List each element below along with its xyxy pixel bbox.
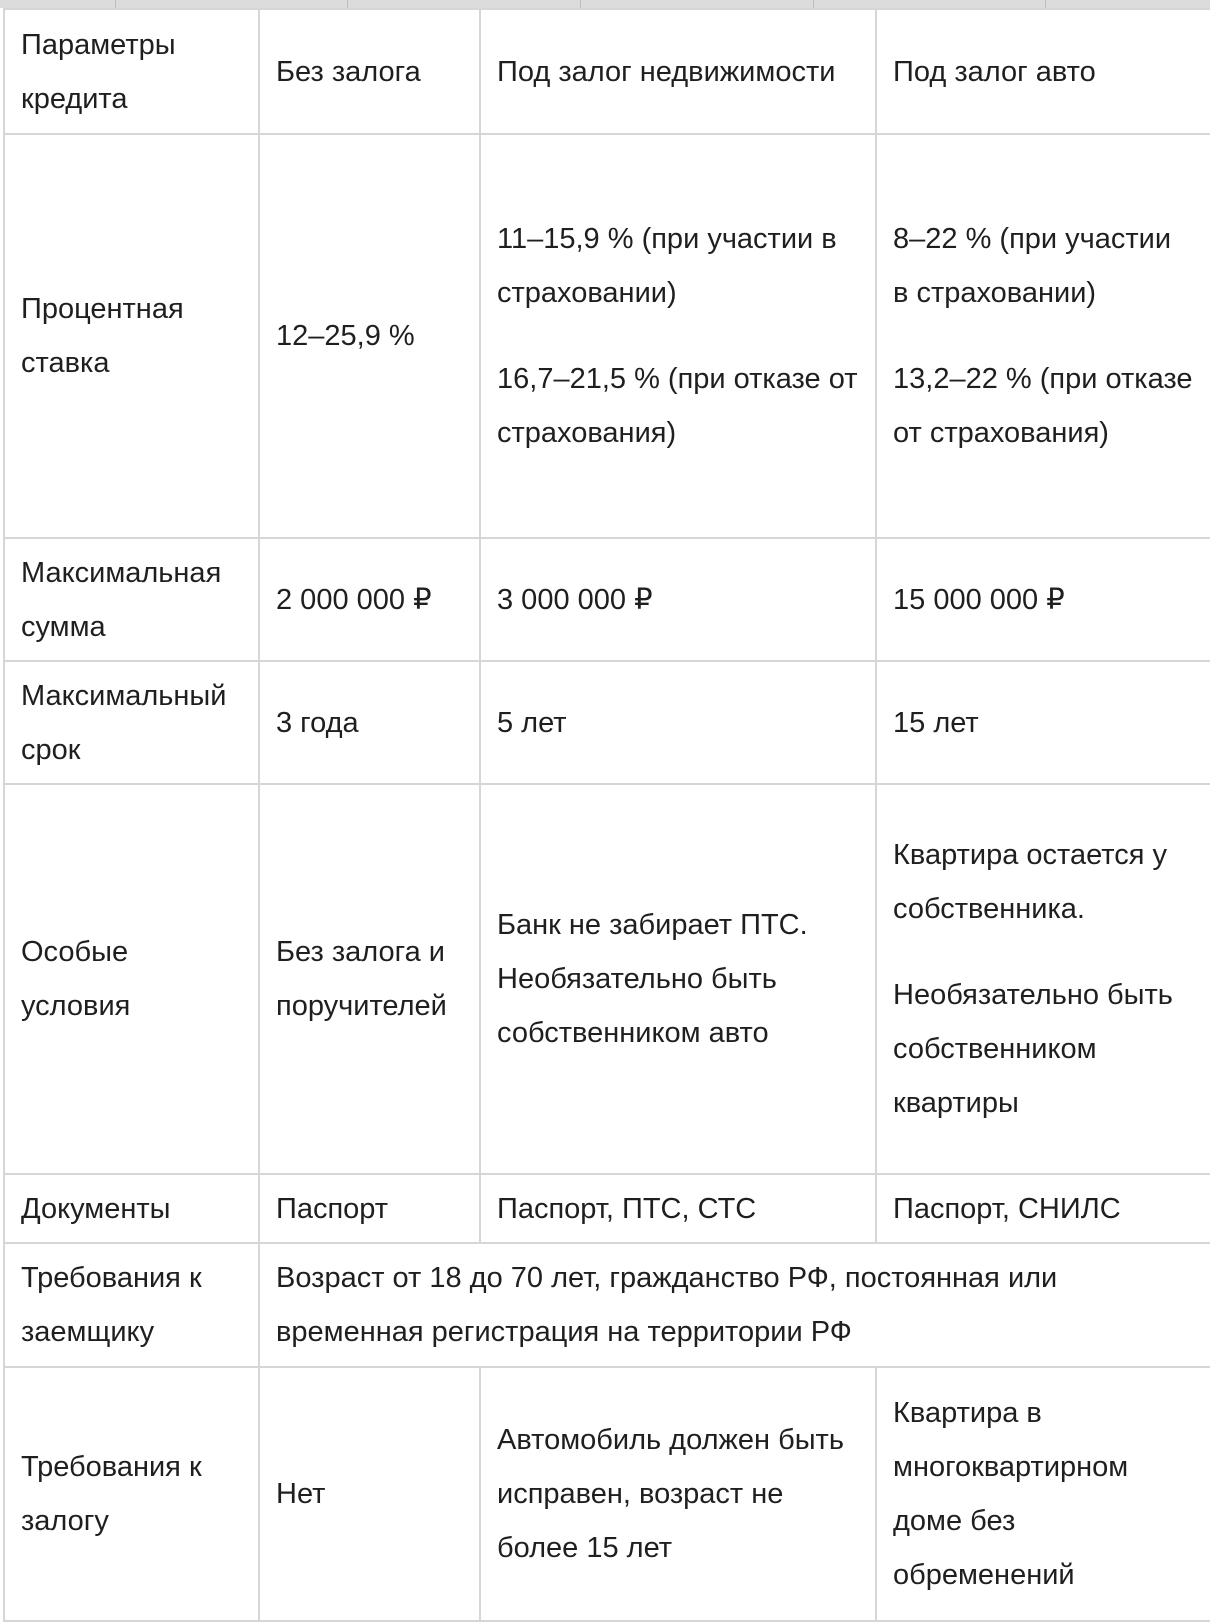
collateral-req-auto: Квартира в многоквартирном доме без обременений: [876, 1367, 1210, 1621]
collateral-req-label: Требования к залогу: [4, 1367, 259, 1621]
rate-label: Процентная ставка: [4, 134, 259, 538]
conditions-auto: [876, 784, 1210, 1174]
borrower-req-value: Возраст от 18 до 70 лет, гражданство РФ, постоянная или временная регистрация на территории РФ: [259, 1243, 1210, 1367]
credit-comparison-table: [3, 8, 1210, 1622]
header-real-estate: Под залог недвижимости: [480, 9, 876, 134]
rate-auto-uninsured: 13,2–22 % (при отказе от страхования): [893, 363, 1193, 449]
table-row-max-sum: [4, 538, 1210, 661]
table-row-borrower-requirements: [4, 1243, 1210, 1367]
conditions-no-collateral: Без залога и поручителей: [259, 784, 480, 1174]
conditions-auto-p1: Квартира остается у собственника.: [893, 839, 1167, 925]
table-row-rate: [4, 134, 1210, 538]
header-params: Параметры кредита: [4, 9, 259, 134]
borrower-req-label: Требования к заемщику: [4, 1243, 259, 1367]
max-sum-real-estate: 3 000 000 ₽: [480, 538, 876, 661]
table-row-collateral-requirements: [4, 1367, 1210, 1621]
table-row-conditions: [4, 784, 1210, 1174]
conditions-real-estate: Банк не забирает ПТС. Необязательно быть собственником авто: [480, 784, 876, 1174]
documents-auto: Паспорт, СНИЛС: [876, 1174, 1210, 1243]
rate-real-estate: [480, 134, 876, 538]
collateral-req-no-collateral: Нет: [259, 1367, 480, 1621]
documents-label: Документы: [4, 1174, 259, 1243]
header-no-collateral: Без залога: [259, 9, 480, 134]
max-term-real-estate: 5 лет: [480, 661, 876, 784]
rate-auto: [876, 134, 1210, 538]
table-row-documents: [4, 1174, 1210, 1243]
top-divider-strip: [0, 0, 1210, 8]
rate-auto-insured: 8–22 % (при участии в страховании): [893, 223, 1172, 309]
table-row-header: [4, 9, 1210, 134]
max-sum-no-collateral: 2 000 000 ₽: [259, 538, 480, 661]
max-term-no-collateral: 3 года: [259, 661, 480, 784]
max-sum-label: Максимальная сумма: [4, 538, 259, 661]
documents-no-collateral: Паспорт: [259, 1174, 480, 1243]
max-term-label: Максимальный срок: [4, 661, 259, 784]
conditions-auto-p2: Необязательно быть собственником квартиры: [893, 979, 1173, 1119]
rate-no-collateral: 12–25,9 %: [259, 134, 480, 538]
max-term-auto: 15 лет: [876, 661, 1210, 784]
documents-real-estate: Паспорт, ПТС, СТС: [480, 1174, 876, 1243]
header-auto: Под залог авто: [876, 9, 1210, 134]
collateral-req-real-estate: Автомобиль должен быть исправен, возраст не более 15 лет: [480, 1367, 876, 1621]
max-sum-auto: 15 000 000 ₽: [876, 538, 1210, 661]
conditions-label: Особые условия: [4, 784, 259, 1174]
rate-real-estate-insured: 11–15,9 % (при участии в страховании): [497, 223, 837, 309]
table-row-max-term: [4, 661, 1210, 784]
rate-real-estate-uninsured: 16,7–21,5 % (при отказе от страхования): [497, 363, 858, 449]
